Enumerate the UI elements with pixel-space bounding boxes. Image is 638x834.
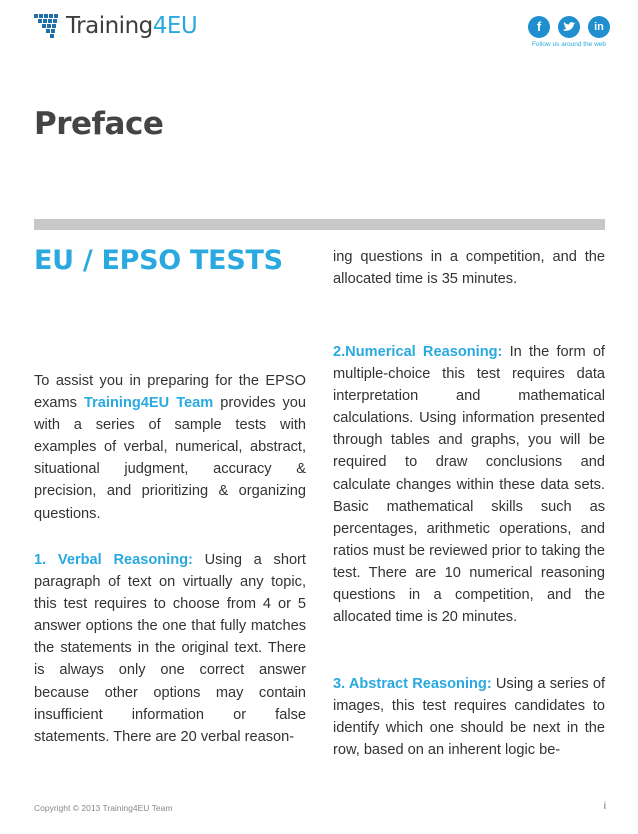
social-links — [528, 16, 610, 48]
team-link[interactable]: Training4EU Team — [84, 395, 214, 412]
abstract-reasoning-heading: 3. Abstract Reasoning: — [333, 676, 492, 692]
section-title: EU / EPSO TESTS — [34, 245, 283, 276]
numerical-reasoning-paragraph: 2.Numerical Reasoning: In the form of multiple-choice this test requires data interpretation and mathematical calculations. Using information presented through tables and graphs, you will be required to draw conclusions and calculate changes within these data sets. Basic mathematical skills such as percentages, arithmetic operations, and ratios must be reviewed prior to taking the test. There are 10 numerical reasoning questions in a competition, and the allocated time is 20 minutes. — [333, 344, 605, 626]
training4eu-logo[interactable] — [34, 12, 197, 40]
intro-paragraph: To assist you in preparing for the EPSO exams Training4EU Team provides you with a series of sample tests with examples of verbal, numerical, abstract, situational judgment, accuracy & precision, and prioritizing & organizing questions. — [34, 373, 306, 522]
page-number: i — [603, 801, 606, 812]
logo-text: Training4EU — [66, 13, 198, 39]
verbal-reasoning-paragraph: 1. Verbal Reasoning: Using a short paragraph of text on virtually any topic, this test requires to choose from 4 or 5 answer options the one that fully matches the statements in the original text. There is always only one correct answer because other options may contain insufficient information or false statements. There are 20 verbal reason- — [34, 552, 306, 745]
numerical-reasoning-heading: 2.Numerical Reasoning: — [333, 344, 503, 360]
verbal-continuation-paragraph: ing questions in a competition, and the allocated time is 35 minutes. — [333, 249, 605, 288]
logo-grid-icon — [34, 12, 64, 40]
social-caption: Follow us around the web — [531, 41, 607, 48]
linkedin-icon[interactable]: in — [588, 16, 610, 38]
verbal-reasoning-heading: 1. Verbal Reasoning: — [34, 552, 193, 568]
facebook-icon[interactable]: f — [528, 16, 550, 38]
footer-copyright: Copyright © 2013 Training4EU Team — [34, 803, 173, 813]
divider-bar — [34, 219, 605, 230]
twitter-icon[interactable] — [558, 16, 580, 38]
page-title: Preface — [34, 106, 164, 142]
abstract-reasoning-paragraph: 3. Abstract Reasoning: Using a series of images, this test requires candidates to identify which one should be next in the row, based on an inherent logic be- — [333, 676, 605, 759]
